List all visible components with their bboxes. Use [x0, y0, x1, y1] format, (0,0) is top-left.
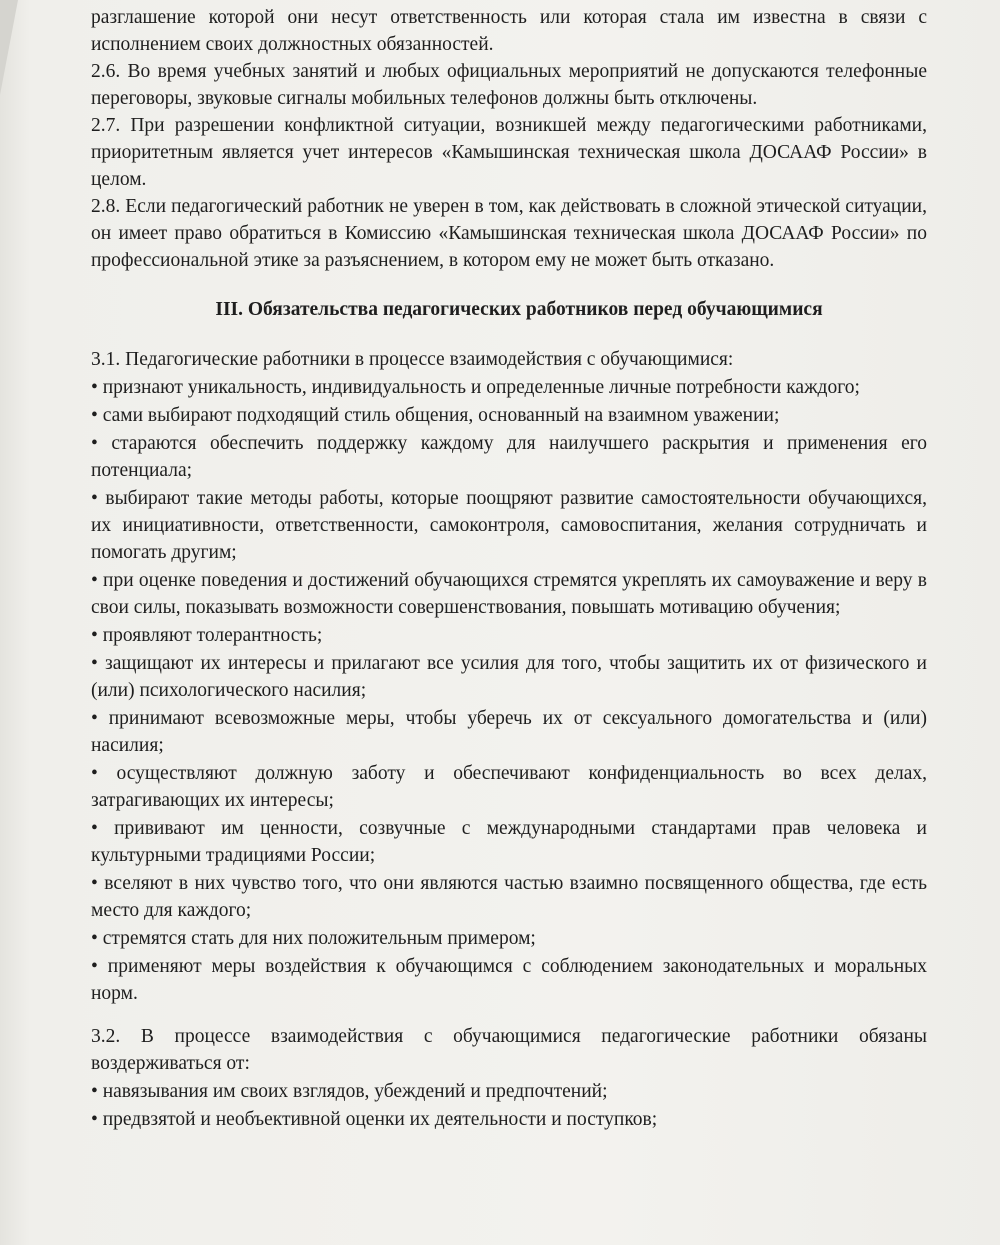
list-item: • признают уникальность, индивидуальность и определенные личные потребности каждого;: [91, 377, 860, 398]
list-item: • применяют меры воздействия к обучающимся с соблюдением законодательных и моральных норм.: [91, 956, 927, 1004]
paragraph-2-6: 2.6. Во время учебных занятий и любых официальных мероприятий не допускаются телефонные переговоры, звуковые сигналы мобильных телефонов должны быть отключены.: [91, 61, 927, 109]
paragraph-continuation: разглашение которой они несут ответственность или которая стала им известна в связи с исполнением своих должностных обязанностей.: [91, 7, 927, 55]
list-item: • осуществляют должную заботу и обеспечивают конфиденциальность во всех делах, затрагивающих их интересы;: [91, 763, 927, 811]
list-item: • прививают им ценности, созвучные с международными стандартами прав человека и культурными традициями России;: [91, 818, 927, 866]
paragraph-3-2-lead: 3.2. В процессе взаимодействия с обучающимися педагогические работники обязаны воздерживаться от:: [91, 1026, 927, 1074]
list-item: • сами выбирают подходящий стиль общения, основанный на взаимном уважении;: [91, 405, 780, 426]
document-body: [91, 4, 927, 1133]
paragraph-2-8: 2.8. Если педагогический работник не уверен в том, как действовать в сложной этической ситуации, он имеет право обратиться в Комиссию «Камышинская техническая школа ДОСААФ России» по профессиональной этике за разъяснением, в котором ему не может быть отказано.: [91, 196, 927, 271]
paragraph-3-1-lead: 3.1. Педагогические работники в процессе взаимодействия с обучающимися:: [91, 349, 734, 370]
list-item: • защищают их интересы и прилагают все усилия для того, чтобы защитить их от физического и (или) психологического насилия;: [91, 653, 927, 701]
list-item: • стараются обеспечить поддержку каждому для наилучшего раскрытия и применения его потенциала;: [91, 433, 927, 481]
list-item: • навязывания им своих взглядов, убеждений и предпочтений;: [91, 1081, 608, 1102]
paragraph-2-7: 2.7. При разрешении конфликтной ситуации, возникшей между педагогическими работниками, приоритетным является учет интересов «Камышинская техническая школа ДОСААФ России» в целом.: [91, 115, 927, 190]
section-title: III. Обязательства педагогических работников перед обучающимися: [215, 299, 823, 320]
list-item: • принимают всевозможные меры, чтобы уберечь их от сексуального домогательства и (или) насилия;: [91, 708, 927, 756]
page-corner-shadow: [0, 0, 18, 95]
list-item: • вселяют в них чувство того, что они являются частью взаимно посвященного общества, где есть место для каждого;: [91, 873, 927, 921]
list-item: • при оценке поведения и достижений обучающихся стремятся укреплять их самоуважение и веру в свои силы, показывать возможности совершенствования, повышать мотивацию обучения;: [91, 570, 927, 618]
list-item: • предвзятой и необъективной оценки их деятельности и поступков;: [91, 1109, 658, 1130]
list-item: • проявляют толерантность;: [91, 625, 323, 646]
list-item: • стремятся стать для них положительным примером;: [91, 928, 536, 949]
list-item: • выбирают такие методы работы, которые поощряют развитие самостоятельности обучающихся, их инициативности, ответственности, самоконтроля, самовоспитания, желания сотрудничать и помогать другим;: [91, 488, 927, 563]
